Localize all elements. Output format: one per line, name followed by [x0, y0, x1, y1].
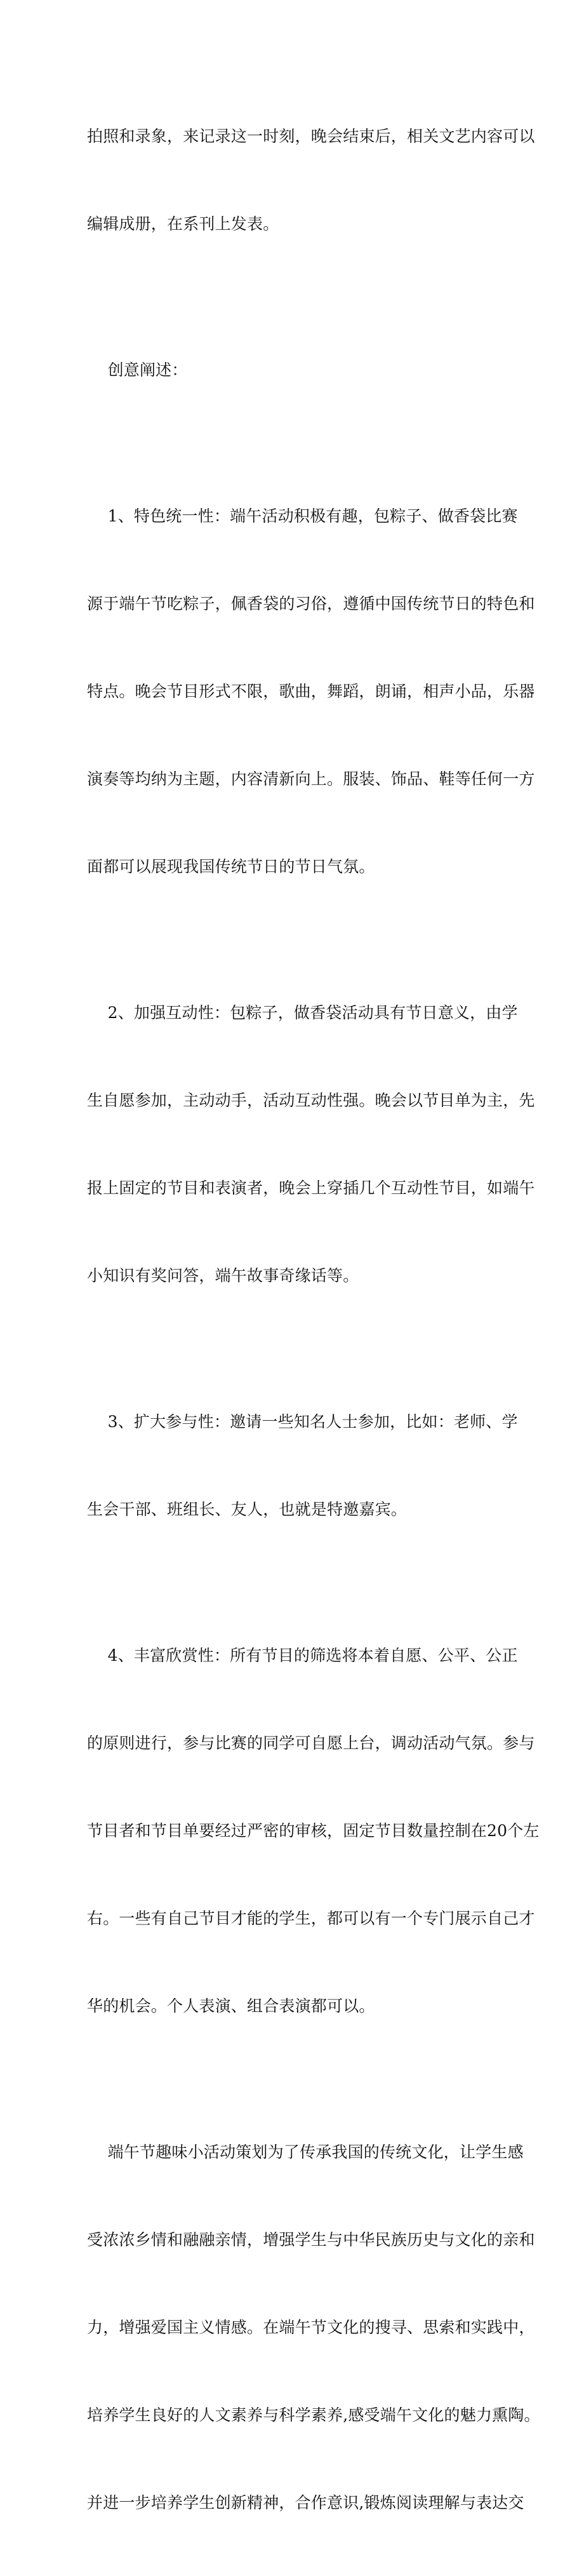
text-line: 面都可以展现我国传统节日的节日气氛。 [87, 857, 375, 876]
text-line: 1、特色统一性：端午活动积极有趣，包粽子、做香袋比赛 [87, 507, 518, 525]
text-line: 受浓浓乡情和融融亲情，增强学生与中华民族历史与文化的亲和 [87, 2231, 535, 2249]
text-line: 生会干部、班组长、友人，也就是特邀嘉宾。 [87, 1500, 408, 1519]
text-line: 并进一步培养学生创新精神，合作意识,锻炼阅读理解与表达交 [87, 2493, 524, 2512]
paragraph-conclusion [87, 2079, 540, 2576]
text-line: 特点。晚会节目形式不限，歌曲，舞蹈，朗诵，相声小品，乐器 [87, 682, 535, 701]
text-line: 节目者和节目单要经过严密的审核，固定节目数量控制在20个左 [87, 1821, 540, 1840]
text-line: 编辑成册，在系刊上发表。 [87, 215, 279, 233]
text-line: 演奏等均纳为主题，内容清新向上。服装、饰品、鞋等任何一方 [87, 770, 535, 788]
text-line: 生自愿参加，主动动手，活动互动性强。晚会以节目单为主，先 [87, 1091, 535, 1110]
text-line: 4、丰富欣赏性：所有节目的筛选将本着自愿、公平、公正 [87, 1646, 518, 1665]
text-line: 2、加强互动性：包粽子，做香袋活动具有节日意义，由学 [87, 1003, 518, 1022]
text-line: 源于端午节吃粽子，佩香袋的习俗，遵循中国传统节日的特色和 [87, 594, 535, 613]
text-line: 端午节趣味小活动策划为了传承我国的传统文化，让学生感 [87, 2143, 524, 2161]
text-line: 的原则进行，参与比赛的同学可自愿上台，调动活动气氛。参与 [87, 1734, 535, 1752]
paragraph-point-3 [87, 1349, 518, 1583]
text-line: 力，增强爱国主义情感。在端午节文化的搜寻、思索和实践中， [87, 2318, 535, 2337]
text-line: 华的机会。个人表演、组合表演都可以。 [87, 1997, 375, 2015]
text-line: 3、扩大参与性：邀请一些知名人士参加，比如：老师、学 [87, 1412, 518, 1431]
section-heading-creative-statement [87, 297, 500, 443]
text-line: 右。一些有自己节目才能的学生，都可以有一个专门展示自己才 [87, 1909, 535, 1928]
paragraph-point-4 [87, 1583, 540, 2079]
document-body [87, 64, 540, 2576]
text-line: 报上固定的节目和表演者，晚会上穿插几个互动性节目，如端午 [87, 1179, 535, 1197]
text-line: 小知识有奖问答，端午故事奇缘话等。 [87, 1266, 359, 1285]
paragraph-point-1 [87, 443, 535, 940]
text-line: 培养学生良好的人文素养与科学素养,感受端午文化的魅力熏陶。 [87, 2406, 540, 2424]
text-line: 拍照和录象，来记录这一时刻，晚会结束后，相关文艺内容可以 [87, 127, 535, 145]
paragraph-recording [87, 64, 535, 297]
text-line: 创意阐述： [87, 361, 188, 379]
paragraph-point-2 [87, 940, 535, 1349]
